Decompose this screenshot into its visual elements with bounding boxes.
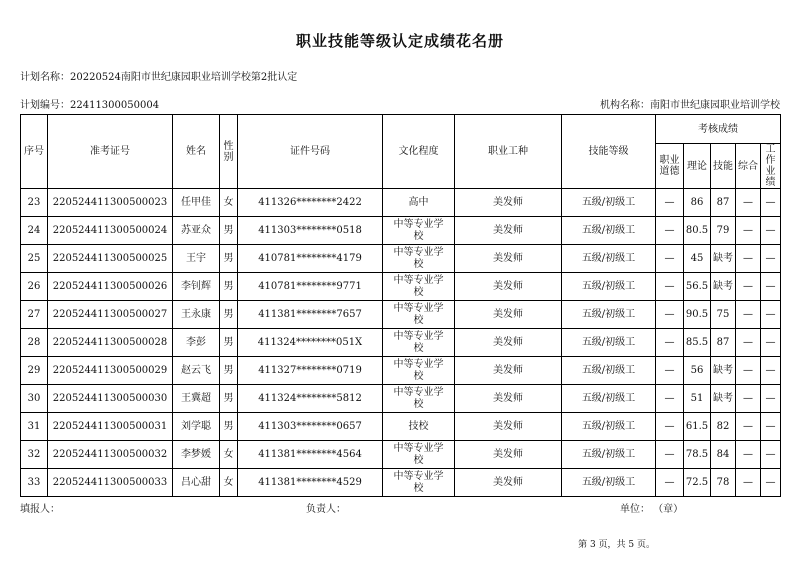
cell-sex: 男 — [220, 385, 238, 413]
cell-overall: — — [736, 357, 761, 385]
education-text: 中等专业学校 — [393, 218, 444, 242]
cell-ethics: — — [656, 329, 684, 357]
cell-theory: 56 — [684, 357, 711, 385]
header-scores: 考核成绩 — [656, 115, 781, 144]
cell-education — [383, 189, 455, 217]
cell-seq: 23 — [21, 189, 48, 217]
cell-work: — — [761, 301, 781, 329]
cell-job: 美发师 — [455, 217, 562, 245]
cell-theory: 51 — [684, 385, 711, 413]
header-skill: 技能 — [711, 144, 736, 189]
education-text: 技校 — [408, 420, 429, 432]
cell-exam-no: 220524411300500025 — [48, 245, 173, 273]
cell-theory: 45 — [684, 245, 711, 273]
cell-education — [383, 413, 455, 441]
cell-theory: 90.5 — [684, 301, 711, 329]
cell-seq: 25 — [21, 245, 48, 273]
cell-exam-no: 220524411300500033 — [48, 469, 173, 497]
cell-seq: 28 — [21, 329, 48, 357]
cell-education — [383, 273, 455, 301]
plan-name: 计划名称：20220524南阳市世纪康园职业培训学校第2批认定 — [20, 72, 298, 83]
cell-ethics: — — [656, 301, 684, 329]
cell-overall: — — [736, 329, 761, 357]
cell-sex: 男 — [220, 301, 238, 329]
cell-skill: 缺考 — [711, 245, 736, 273]
cell-exam-no: 220524411300500029 — [48, 357, 173, 385]
cell-job: 美发师 — [455, 385, 562, 413]
cell-ethics: — — [656, 413, 684, 441]
education-text: 中等专业学校 — [393, 442, 444, 466]
table-row — [21, 385, 781, 413]
cell-ethics: — — [656, 357, 684, 385]
cell-overall: — — [736, 189, 761, 217]
education-text: 高中 — [408, 196, 429, 208]
table-row — [21, 357, 781, 385]
cell-work: — — [761, 217, 781, 245]
cell-sex: 男 — [220, 413, 238, 441]
cell-job: 美发师 — [455, 273, 562, 301]
cell-work: — — [761, 441, 781, 469]
table-row — [21, 413, 781, 441]
cell-name: 王永康 — [173, 301, 220, 329]
cell-level: 五级/初级工 — [562, 469, 656, 497]
header-id-no: 证件号码 — [238, 115, 383, 189]
cell-theory: 56.5 — [684, 273, 711, 301]
education-text: 中等专业学校 — [393, 246, 444, 270]
cell-sex: 男 — [220, 217, 238, 245]
cell-name: 刘学聪 — [173, 413, 220, 441]
cell-id-no: 411381********4564 — [238, 441, 383, 469]
cell-education — [383, 217, 455, 245]
cell-skill: 缺考 — [711, 357, 736, 385]
cell-overall: — — [736, 413, 761, 441]
cell-overall: — — [736, 441, 761, 469]
cell-sex: 男 — [220, 357, 238, 385]
cell-level: 五级/初级工 — [562, 413, 656, 441]
cell-skill: 79 — [711, 217, 736, 245]
cell-id-no: 411303********0518 — [238, 217, 383, 245]
cell-overall: — — [736, 245, 761, 273]
cell-work: — — [761, 413, 781, 441]
cell-theory: 85.5 — [684, 329, 711, 357]
cell-education — [383, 469, 455, 497]
cell-theory: 86 — [684, 189, 711, 217]
cell-exam-no: 220524411300500032 — [48, 441, 173, 469]
cell-skill: 缺考 — [711, 273, 736, 301]
cell-name: 王宇 — [173, 245, 220, 273]
cell-job: 美发师 — [455, 329, 562, 357]
cell-overall: — — [736, 385, 761, 413]
unit-label: 单位： （章） — [620, 504, 684, 515]
cell-level: 五级/初级工 — [562, 217, 656, 245]
cell-seq: 24 — [21, 217, 48, 245]
cell-name: 任甲佳 — [173, 189, 220, 217]
education-text: 中等专业学校 — [393, 330, 444, 354]
header-exam-no: 准考证号 — [48, 115, 173, 189]
cell-job: 美发师 — [455, 469, 562, 497]
cell-level: 五级/初级工 — [562, 273, 656, 301]
education-text: 中等专业学校 — [393, 274, 444, 298]
cell-id-no: 411303********0657 — [238, 413, 383, 441]
cell-seq: 30 — [21, 385, 48, 413]
plan-number: 计划编号：22411300050004 — [20, 100, 160, 111]
header-ethics: 职业道德 — [656, 144, 684, 189]
cell-level: 五级/初级工 — [562, 245, 656, 273]
cell-seq: 32 — [21, 441, 48, 469]
cell-exam-no: 220524411300500027 — [48, 301, 173, 329]
cell-overall: — — [736, 301, 761, 329]
cell-name: 苏亚众 — [173, 217, 220, 245]
cell-work: — — [761, 245, 781, 273]
header-job: 职业工种 — [455, 115, 562, 189]
education-text: 中等专业学校 — [393, 386, 444, 410]
cell-sex: 女 — [220, 469, 238, 497]
cell-level: 五级/初级工 — [562, 441, 656, 469]
cell-name: 赵云飞 — [173, 357, 220, 385]
cell-skill: 84 — [711, 441, 736, 469]
table-row — [21, 329, 781, 357]
cell-name: 李彭 — [173, 329, 220, 357]
cell-name: 李钊辉 — [173, 273, 220, 301]
header-level: 技能等级 — [562, 115, 656, 189]
header-work: 工作业绩 — [761, 144, 781, 189]
cell-education — [383, 301, 455, 329]
header-theory: 理论 — [684, 144, 711, 189]
cell-skill: 78 — [711, 469, 736, 497]
cell-exam-no: 220524411300500031 — [48, 413, 173, 441]
cell-id-no: 411327********0719 — [238, 357, 383, 385]
cell-theory: 72.5 — [684, 469, 711, 497]
cell-id-no: 411324********051X — [238, 329, 383, 357]
cell-id-no: 410781********9771 — [238, 273, 383, 301]
cell-work: — — [761, 385, 781, 413]
cell-level: 五级/初级工 — [562, 357, 656, 385]
cell-level: 五级/初级工 — [562, 329, 656, 357]
cell-exam-no: 220524411300500030 — [48, 385, 173, 413]
header-education: 文化程度 — [383, 115, 455, 189]
page-info: 第 3 页，共 5 页。 — [578, 540, 655, 550]
table-row — [21, 273, 781, 301]
education-text: 中等专业学校 — [393, 302, 444, 326]
cell-skill: 82 — [711, 413, 736, 441]
table-row — [21, 301, 781, 329]
header-name: 姓名 — [173, 115, 220, 189]
cell-job: 美发师 — [455, 245, 562, 273]
cell-level: 五级/初级工 — [562, 385, 656, 413]
cell-job: 美发师 — [455, 301, 562, 329]
cell-ethics: — — [656, 385, 684, 413]
cell-ethics: — — [656, 441, 684, 469]
cell-id-no: 411324********5812 — [238, 385, 383, 413]
cell-seq: 27 — [21, 301, 48, 329]
cell-sex: 女 — [220, 441, 238, 469]
score-roster-table — [20, 114, 781, 497]
cell-name: 王冀超 — [173, 385, 220, 413]
cell-overall: — — [736, 217, 761, 245]
cell-work: — — [761, 189, 781, 217]
cell-skill: 87 — [711, 329, 736, 357]
cell-level: 五级/初级工 — [562, 189, 656, 217]
cell-id-no: 411381********4529 — [238, 469, 383, 497]
cell-theory: 78.5 — [684, 441, 711, 469]
cell-job: 美发师 — [455, 413, 562, 441]
cell-ethics: — — [656, 245, 684, 273]
cell-theory: 61.5 — [684, 413, 711, 441]
cell-job: 美发师 — [455, 357, 562, 385]
cell-job: 美发师 — [455, 441, 562, 469]
cell-sex: 男 — [220, 245, 238, 273]
filler-label: 填报人： — [20, 504, 60, 515]
cell-name: 李梦媛 — [173, 441, 220, 469]
header-seq: 序号 — [21, 115, 48, 189]
cell-skill: 75 — [711, 301, 736, 329]
cell-ethics: — — [656, 217, 684, 245]
page-title: 职业技能等级认定成绩花名册 — [295, 32, 504, 50]
organization-name: 机构名称：南阳市世纪康园职业培训学校 — [600, 100, 780, 111]
cell-sex: 男 — [220, 273, 238, 301]
cell-sex: 男 — [220, 329, 238, 357]
cell-skill: 缺考 — [711, 385, 736, 413]
table-row — [21, 217, 781, 245]
cell-ethics: — — [656, 469, 684, 497]
header-overall: 综合 — [736, 144, 761, 189]
education-text: 中等专业学校 — [393, 470, 444, 494]
table-row — [21, 189, 781, 217]
cell-work: — — [761, 469, 781, 497]
cell-id-no: 411326********2422 — [238, 189, 383, 217]
cell-ethics: — — [656, 189, 684, 217]
education-text: 中等专业学校 — [393, 358, 444, 382]
cell-id-no: 410781********4179 — [238, 245, 383, 273]
table-row — [21, 441, 781, 469]
cell-work: — — [761, 357, 781, 385]
cell-exam-no: 220524411300500028 — [48, 329, 173, 357]
cell-job: 美发师 — [455, 189, 562, 217]
cell-overall: — — [736, 469, 761, 497]
cell-seq: 31 — [21, 413, 48, 441]
cell-skill: 87 — [711, 189, 736, 217]
cell-exam-no: 220524411300500026 — [48, 273, 173, 301]
cell-seq: 29 — [21, 357, 48, 385]
owner-label: 负责人： — [306, 504, 346, 515]
cell-name: 吕心甜 — [173, 469, 220, 497]
cell-overall: — — [736, 273, 761, 301]
cell-work: — — [761, 273, 781, 301]
cell-level: 五级/初级工 — [562, 301, 656, 329]
table-row — [21, 245, 781, 273]
cell-id-no: 411381********7657 — [238, 301, 383, 329]
cell-work: — — [761, 329, 781, 357]
cell-ethics: — — [656, 273, 684, 301]
cell-education — [383, 441, 455, 469]
cell-seq: 26 — [21, 273, 48, 301]
cell-education — [383, 357, 455, 385]
cell-education — [383, 385, 455, 413]
cell-education — [383, 245, 455, 273]
cell-education — [383, 329, 455, 357]
cell-exam-no: 220524411300500023 — [48, 189, 173, 217]
cell-theory: 80.5 — [684, 217, 711, 245]
header-sex: 性别 — [220, 115, 238, 189]
cell-seq: 33 — [21, 469, 48, 497]
cell-sex: 女 — [220, 189, 238, 217]
cell-exam-no: 220524411300500024 — [48, 217, 173, 245]
table-row — [21, 469, 781, 497]
